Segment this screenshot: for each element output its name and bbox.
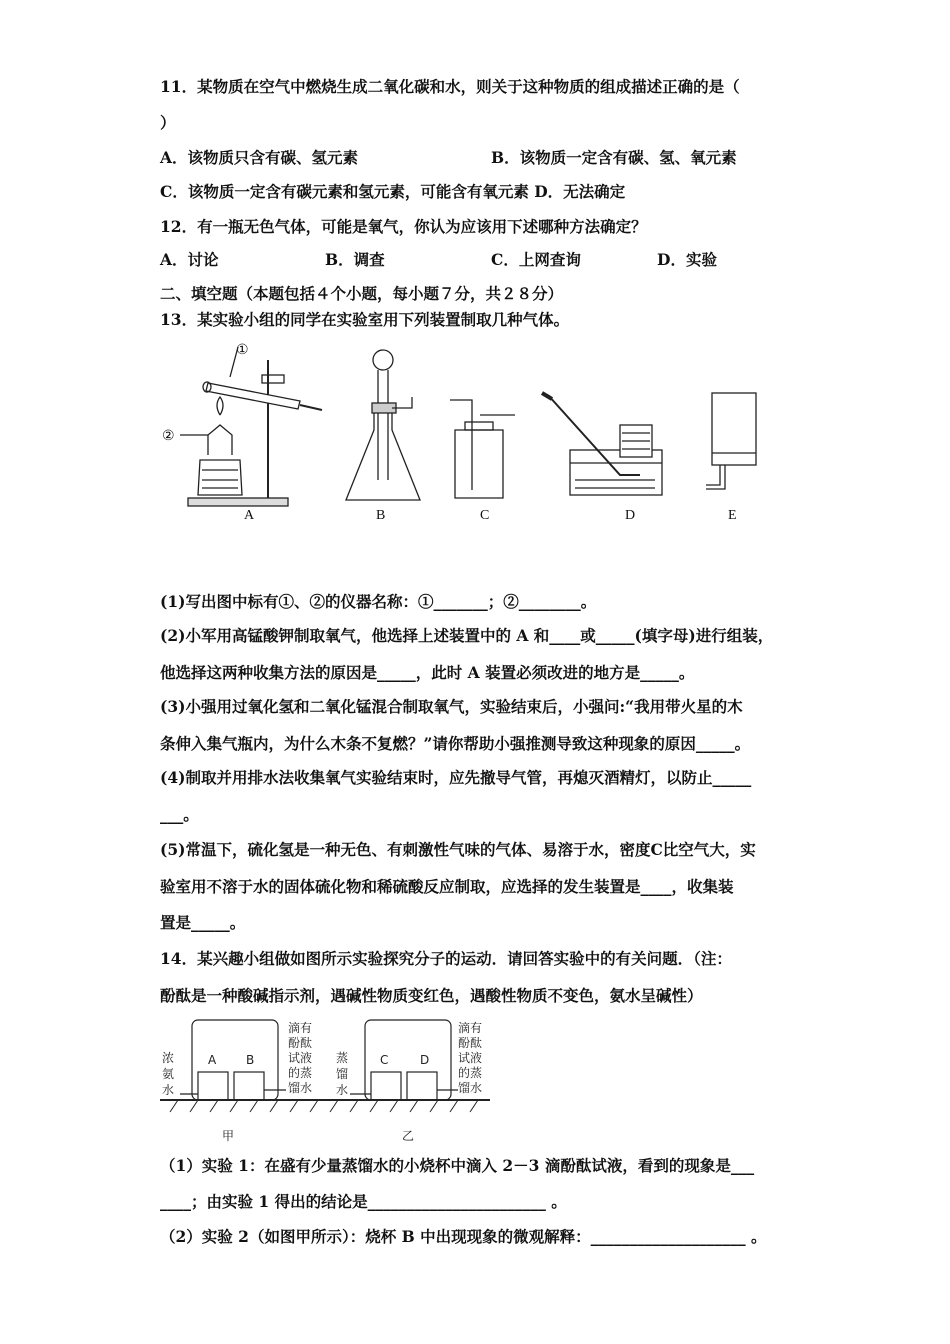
label-right-3: 试液: [458, 1051, 483, 1065]
q12-option-a: A．讨论: [160, 250, 219, 269]
marker-1: ①: [236, 343, 249, 358]
label-d: D: [625, 508, 636, 523]
q13-part4-line1: (4)制取并用排水法收集氧气实验结束时，应先撤导气管，再熄灭酒精灯，以防止_____: [160, 768, 752, 787]
section2-title: 二、填空题（本题包括４个小题，每小题７分，共２８分）: [160, 284, 564, 303]
label-left-right-1: 滴有: [288, 1021, 313, 1035]
label-left-right-5: 馏水: [288, 1081, 313, 1095]
label-b: B: [376, 508, 386, 523]
beaker-d-label: D: [420, 1053, 430, 1067]
q11-option-cd: C．该物质一定含有碳元素和氢元素，可能含有氧元素 D．无法确定: [160, 182, 626, 201]
label-right-1: 滴有: [458, 1021, 483, 1035]
q14-part1-line2: ____；由实验 1 得出的结论是_______________________ 。: [160, 1192, 567, 1211]
q11-stem-line2: ）: [160, 113, 176, 132]
label-right-2: 酚酞: [458, 1036, 483, 1050]
label-nongan-1: 浓: [162, 1051, 175, 1065]
label-right-5: 馏水: [458, 1081, 483, 1095]
apparatus-a: [180, 347, 322, 506]
label-left-right-3: 试液: [288, 1051, 313, 1065]
label-nongan-2: 氨: [162, 1067, 175, 1081]
beaker-b-label: B: [246, 1053, 255, 1067]
label-right-4: 的蒸: [458, 1066, 483, 1080]
q12-option-c: C．上网查询: [491, 250, 581, 269]
q14-stem-line2: 酚酞是一种酸碱指示剂，遇碱性物质变红色，遇酸性物质不变色，氨水呈碱性）: [160, 986, 703, 1005]
q12-option-b: B．调查: [325, 250, 385, 269]
q13-part3-line1: (3)小强用过氧化氢和二氧化锰混合制取氧气，实验结束后，小强问:“我用带火星的木: [160, 697, 743, 716]
q12-option-d: D．实验: [657, 250, 717, 269]
apparatus-b: [346, 350, 420, 500]
apparatus-c: [450, 400, 515, 498]
label-a: A: [244, 508, 255, 523]
q13-part3-line2: 条伸入集气瓶内，为什么木条不复燃？”请你帮助小强推测导致这种现象的原因_____。: [160, 734, 751, 753]
q13-stem: 13．某实验小组的同学在实验室用下列装置制取几种气体。: [160, 310, 570, 329]
q13-part5-line3: 置是_____。: [160, 913, 246, 932]
q12-stem: 12．有一瓶无色气体，可能是氧气，你认为应该用下述哪种方法确定？: [160, 217, 647, 236]
label-zhengliu-2: 馏: [336, 1067, 349, 1081]
q14-part1-line1: （1）实验 1：在盛有少量蒸馏水的小烧杯中滴入 2－3 滴酚酞试液，看到的现象是___: [160, 1156, 755, 1175]
label-zhengliu-3: 水: [336, 1083, 349, 1097]
q11-option-b: B．该物质一定含有碳、氢、氧元素: [491, 148, 737, 167]
q13-part5-line1: (5)常温下，硫化氢是一种无色、有刺激性气味的气体、易溶于水，密度C比空气大，实: [160, 840, 756, 859]
q14-stem-line1: 14．某兴趣小组做如图所示实验探究分子的运动．请回答实验中的有关问题．（注：: [160, 949, 732, 968]
label-left-right-4: 的蒸: [288, 1066, 313, 1080]
label-c: C: [480, 508, 490, 523]
label-left-right-2: 酚酞: [288, 1036, 313, 1050]
q13-part4-line2: ___。: [160, 805, 199, 824]
caption-yi: 乙: [402, 1129, 415, 1143]
q13-part5-line2: 验室用不溶于水的固体硫化物和稀硫酸反应制取，应选择的发生装置是____，收集装: [160, 877, 734, 896]
q11-option-a: A．该物质只含有碳、氢元素: [160, 148, 359, 167]
label-e: E: [728, 508, 737, 523]
q13-part1: (1)写出图中标有①、②的仪器名称：①_______；②________。: [160, 592, 597, 611]
label-nongan-3: 水: [162, 1083, 175, 1097]
q13-part2-line1: (2)小军用高锰酸钾制取氧气，他选择上述装置中的 A 和____或_____(填字母)进行组装，: [160, 626, 774, 645]
beaker-c-label: C: [380, 1053, 389, 1067]
apparatus-figure: [150, 335, 800, 535]
molecule-experiment-figure: [150, 1012, 510, 1147]
q11-stem-line1: 11．某物质在空气中燃烧生成二氧化碳和水，则关于这种物质的组成描述正确的是（: [160, 77, 740, 96]
label-zhengliu-1: 蒸: [336, 1051, 349, 1065]
apparatus-e: [706, 393, 756, 489]
q14-part2: （2）实验 2（如图甲所示）：烧杯 B 中出现现象的微观解释：____________________ 。: [160, 1227, 767, 1246]
apparatus-d: [542, 393, 662, 495]
marker-2: ②: [162, 429, 175, 444]
q13-part2-line2: 他选择这两种收集方法的原因是_____，此时 A 装置必须改进的地方是_____。: [160, 663, 695, 682]
caption-jia: 甲: [222, 1129, 235, 1143]
beaker-a-label: A: [208, 1053, 217, 1067]
